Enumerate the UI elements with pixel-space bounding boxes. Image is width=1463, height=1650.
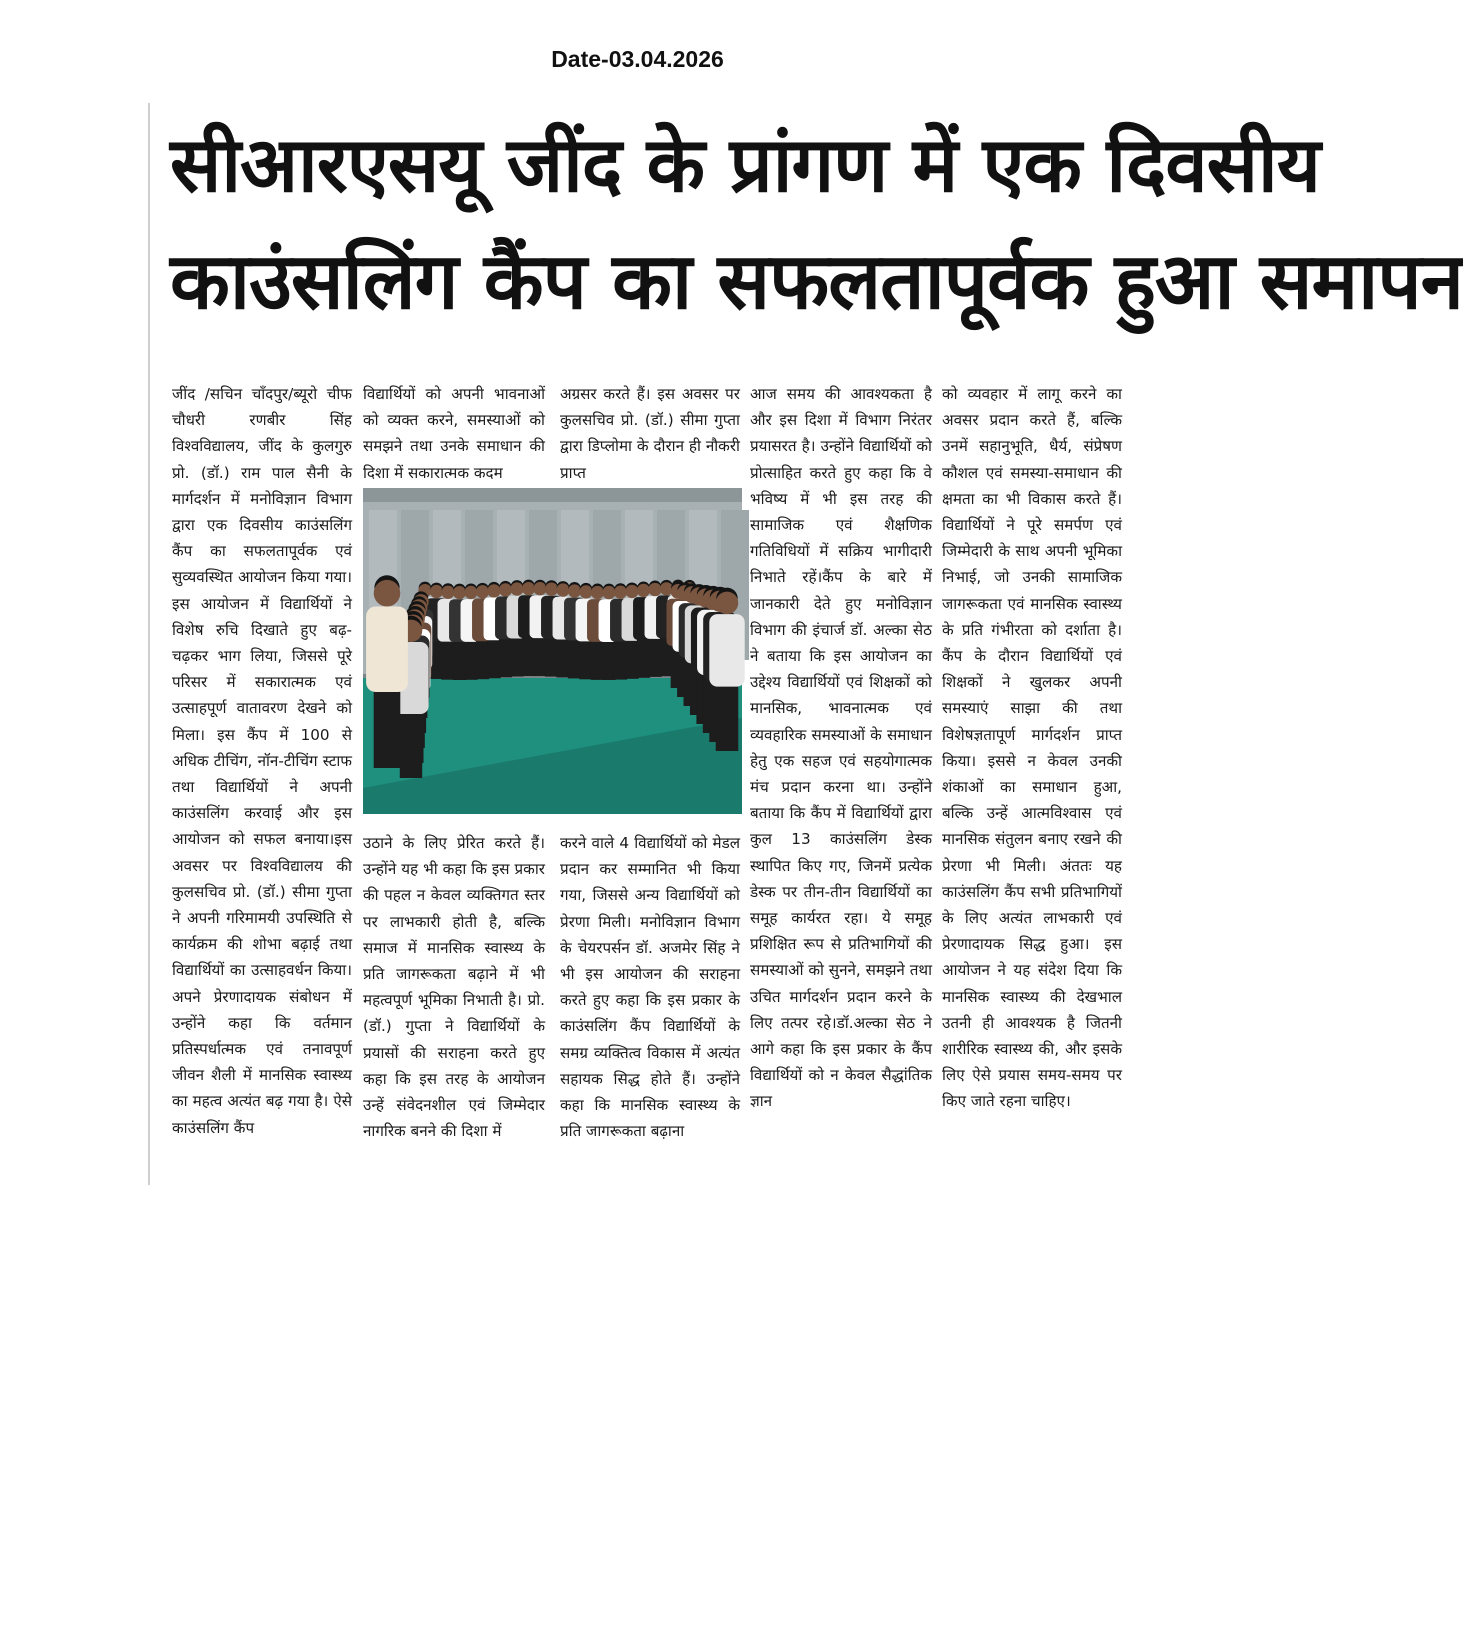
group-photo-illustration [363,488,742,814]
headline-line-2: काउंसलिंग कैंप का सफलतापूर्वक हुआ समापन [170,237,1463,327]
headline-line-1: सीआरएसयू जींद के प्रांगण में एक दिवसीय [170,120,1320,209]
newspaper-clipping [148,103,1463,1185]
article-column-2-top: विद्यार्थियों को अपनी भावनाओं को व्यक्त करने, समस्याओं को समझने तथा उनके समाधान की दिशा में सकारात्मक कदम [363,385,545,482]
article-column-1: जींद /सचिन चाँदपुर/ब्यूरो चीफ चौधरी रणबीर सिंह विश्वविद्यालय, जींद के कुलगुरु प्रो. (डॉ.) राम पाल सैनी के मार्गदर्शन में मनोविज्ञान विभाग द्वारा एक दिवसीय काउंसलिंग कैंप का सफलतापूर्वक एवं सुव्यवस्थित आयोजन किया गया। इस आयोजन में विद्यार्थियों ने विशेष रुचि दिखाते हुए बढ़-चढ़कर भाग लिया, जिससे पूरे परिसर में सकारात्मक एवं उत्साहपूर्ण वातावरण देखने को मिला। इस कैंप में 100 से अधिक टीचिंग, नॉन-टीचिंग स्टाफ तथा विद्यार्थियों ने अपनी काउंसलिंग करवाई और इस आयोजन को सफल बनाया।इस अवसर पर विश्वविद्यालय की कुलसचिव प्रो. (डॉ.) सीमा गुप्ता ने अपनी गरिमामयी उपस्थिति से कार्यक्रम की शोभा बढ़ाई तथा विद्यार्थियों का उत्साहवर्धन किया। अपने प्रेरणादायक संबोधन में उन्होंने कहा कि वर्तमान प्रतिस्पर्धात्मक एवं तनावपूर्ण जीवन शैली में मानसिक स्वास्थ्य का महत्व अत्यंत बढ़ गया है। ऐसे काउंसलिंग कैंप [172,385,352,1137]
article-column-3-top: अग्रसर करते हैं। इस अवसर पर कुलसचिव प्रो. (डॉ.) सीमा गुप्ता द्वारा डिप्लोमा के दौरान ही नौकरी प्राप्त [560,385,740,482]
article-column-2-bottom: उठाने के लिए प्रेरित करते हैं। उन्होंने यह भी कहा कि इस प्रकार की पहल न केवल व्यक्तिगत स्तर पर लाभकारी होती है, बल्कि समाज में मानसिक स्वास्थ्य के प्रति जागरूकता बढ़ाने में भी महत्वपूर्ण भूमिका निभाती है। प्रो. (डॉ.) गुप्ता ने विद्यार्थियों के प्रयासों की सराहना करते हुए कहा कि इस तरह के आयोजन उन्हें संवेदनशील एवं जिम्मेदार नागरिक बनने की दिशा में [363,834,545,1141]
article-column-4: आज समय की आवश्यकता है और इस दिशा में विभाग निरंतर प्रयासरत है। उन्होंने विद्यार्थियों को प्रोत्साहित करते हुए कहा कि वे भविष्य में भी इस तरह की सामाजिक एवं शैक्षणिक गतिविधियों में सक्रिय भागीदारी निभाते रहें।कैंप के बारे में जानकारी देते हुए मनोविज्ञान विभाग की इंचार्ज डॉ. अल्का सेठ ने बताया कि इस आयोजन का उद्देश्य विद्यार्थियों एवं शिक्षकों को मानसिक, भावनात्मक एवं व्यवहारिक समस्याओं के समाधान हेतु एक सहज एवं सहयोगात्मक मंच प्रदान करना था। उन्होंने बताया कि कैंप में विद्यार्थियों द्वारा कुल 13 काउंसलिंग डेस्क स्थापित किए गए, जिनमें प्रत्येक डेस्क पर तीन-तीन विद्यार्थियों का समूह कार्यरत रहा। ये समूह प्रशिक्षित रूप से प्रतिभागियों की समस्याओं को सुनने, समझने तथा उचित मार्गदर्शन प्रदान करने के लिए तत्पर रहे।डॉ.अल्का सेठ ने आगे कहा कि इस प्रकार के कैंप विद्यार्थियों को न केवल सैद्धांतिक ज्ञान [750,385,932,1111]
article-column-3-bottom: करने वाले 4 विद्यार्थियों को मेडल प्रदान कर सम्मानित भी किया गया, जिससे अन्य विद्यार्थियों को प्रेरणा मिली। मनोविज्ञान विभाग के चेयरपर्सन डॉ. अजमेर सिंह ने भी इस आयोजन की सराहना करते हुए कहा कि इस प्रकार के काउंसलिंग कैंप विद्यार्थियों के समग्र व्यक्तित्व विकास में अत्यंत सहायक सिद्ध होते हैं। उन्होंने कहा कि मानसिक स्वास्थ्य के प्रति जागरूकता बढ़ाना [560,834,740,1141]
document-date: Date-03.04.2026 [551,46,724,72]
group-photo [363,488,742,814]
article-column-5: को व्यवहार में लागू करने का अवसर प्रदान करते हैं, बल्कि उनमें सहानुभूति, धैर्य, संप्रेषण कौशल एवं समस्या-समाधान की क्षमता का भी विकास करते हैं। विद्यार्थियों ने पूरे समर्पण एवं जिम्मेदारी के साथ अपनी भूमिका निभाई, जो उनकी सामाजिक जागरूकता एवं मानसिक स्वास्थ्य के प्रति गंभीरता को दर्शाता है। कैंप के दौरान विद्यार्थियों एवं शिक्षकों ने खुलकर अपनी समस्याएं साझा की तथा विशेषज्ञतापूर्ण मार्गदर्शन प्राप्त किया। इससे न केवल उनकी शंकाओं का समाधान हुआ, बल्कि उन्हें आत्मविश्वास एवं मानसिक संतुलन बनाए रखने की प्रेरणा भी मिली। अंततः यह काउंसलिंग कैंप सभी प्रतिभागियों के लिए अत्यंत लाभकारी एवं प्रेरणादायक सिद्ध हुआ। इस आयोजन ने यह संदेश दिया कि मानसिक स्वास्थ्य की देखभाल उतनी ही आवश्यक है जितनी शारीरिक स्वास्थ्य की, और इसके लिए ऐसे प्रयास समय-समय पर किए जाते रहना चाहिए। [942,385,1122,1111]
